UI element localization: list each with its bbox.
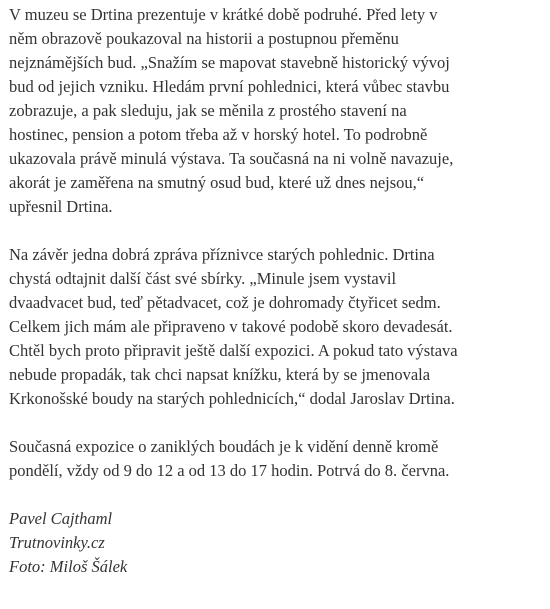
paragraph-1 [9, 3, 545, 219]
paragraph-line: Krkonošské boudy na starých pohlednicích,“ dodal Jaroslav Drtina. [9, 389, 455, 408]
paragraph-line: Celkem jich mám ale připraveno v takové podobě skoro devadesát. [9, 317, 453, 336]
paragraph-line: nejznámějších bud. „Snažím se mapovat stavebně historický vývoj [9, 53, 450, 72]
article-body [9, 3, 545, 579]
paragraph-line: dvaadvacet bud, teď pětadvacet, což je dohromady čtyřicet sedm. [9, 293, 441, 312]
photo-credit: Foto: Miloš Šálek [9, 557, 128, 576]
article-credits [9, 507, 545, 579]
paragraph-line: Na závěr jedna dobrá zpráva příznivce starých pohlednic. Drtina [9, 245, 435, 264]
source-name: Trutnovinky.cz [9, 533, 105, 552]
paragraph-line: ukazovala právě minulá výstava. Ta současná na ni volně navazuje, [9, 149, 454, 168]
paragraph-3 [9, 435, 545, 483]
paragraph-line: Současná expozice o zaniklých boudách je k vidění denně kromě [9, 437, 439, 456]
author-name: Pavel Cajthaml [9, 509, 113, 528]
paragraph-line: bud od jejich vzniku. Hledám první pohlednici, která vůbec stavbu [9, 77, 450, 96]
paragraph-line: nebude propadák, tak chci napsat knížku, která by se jmenovala [9, 365, 431, 384]
paragraph-line: Chtěl bych proto připravit ještě další expozici. A pokud tato výstava [9, 341, 458, 360]
paragraph-line: chystá odtajnit další část své sbírky. „Minule jsem vystavil [9, 269, 397, 288]
paragraph-line: pondělí, vždy od 9 do 12 a od 13 do 17 hodin. Potrvá do 8. června. [9, 461, 450, 480]
paragraph-line: V muzeu se Drtina prezentuje v krátké době podruhé. Před lety v [9, 5, 438, 24]
paragraph-line: akorát je zaměřena na smutný osud bud, které už dnes nejsou,“ [9, 173, 425, 192]
paragraph-line: upřesnil Drtina. [9, 197, 113, 216]
paragraph-line: zobrazuje, a pak sleduju, jak se měnila z prostého stavení na [9, 101, 407, 120]
paragraph-line: hostinec, pension a potom třeba až v horský hotel. To podrobně [9, 125, 428, 144]
paragraph-2 [9, 243, 545, 411]
paragraph-line: něm obrazově poukazoval na historii a postupnou přeměnu [9, 29, 399, 48]
